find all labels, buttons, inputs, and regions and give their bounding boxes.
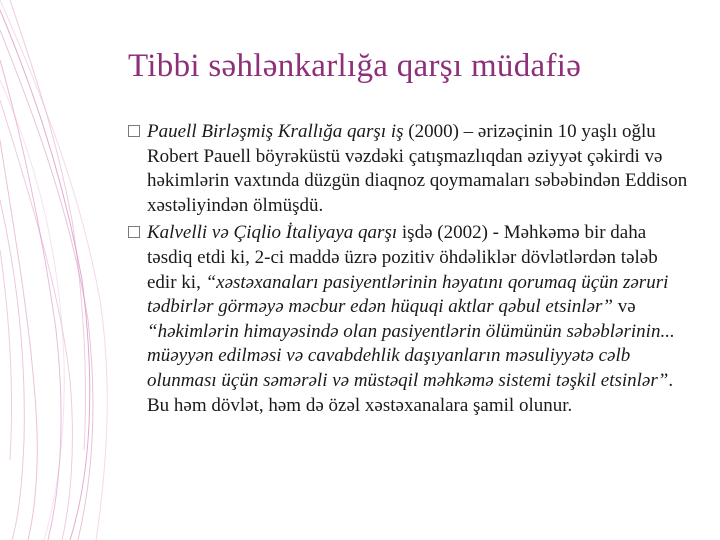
square-bullet-icon [128,226,140,238]
case-name-kalvelli: Kalvelli və Çiqlio İtaliyaya qarşı [147,222,398,244]
quote-hospitals: “xəstəxanaları pasiyentlərinin həyatını qorumaq üçün zəruri tədbirlər görməyə məcbur edən hüquqi aktlar qəbul etsinlər” [147,271,669,318]
paragraph-pauell [128,120,688,218]
conjunction-text: və [612,296,636,318]
quote-judicial-system: “həkimlərin himayəsində olan pasiyentlərin ölümünün səbəblərinin... müəyyən edilməsi və cavabdehlik daşıyanların məsuliyyətə cəlb olunması üçün səmərəli və müstəqil məhkəmə sistemi təşkil etsinlər” [147,320,675,391]
paragraph-kalvelli [128,221,688,418]
slide-body [128,120,688,421]
square-bullet-icon [128,125,140,137]
closing-text: . Bu həm dövlət, həm də özəl xəstəxanalara şamil olunur. [147,369,674,416]
case-name-pauell: Pauell Birləşmiş Krallığa qarşı iş [147,121,404,142]
paragraph-text: (2000) – ərizəçinin 10 yaşlı oğlu Robert Pauell böyrəküstü vəzdəki çatışmazlıqdan əziyyət çəkirdi və həkimlərin vaxtında düzgün diaqnoz qoymamaları səbəbindən Eddison xəstəliyindən ölmüşdü. [147,121,688,216]
slide-title: Tibbi səhlənkarlığa qarşı müdafiə [128,48,582,84]
paragraph-text: işdə (2002) - Məhkəmə bir daha təsdiq etdi ki, 2-ci maddə üzrə pozitiv öhdəliklər dövlətlərdən tələb edir ki, [147,222,658,293]
